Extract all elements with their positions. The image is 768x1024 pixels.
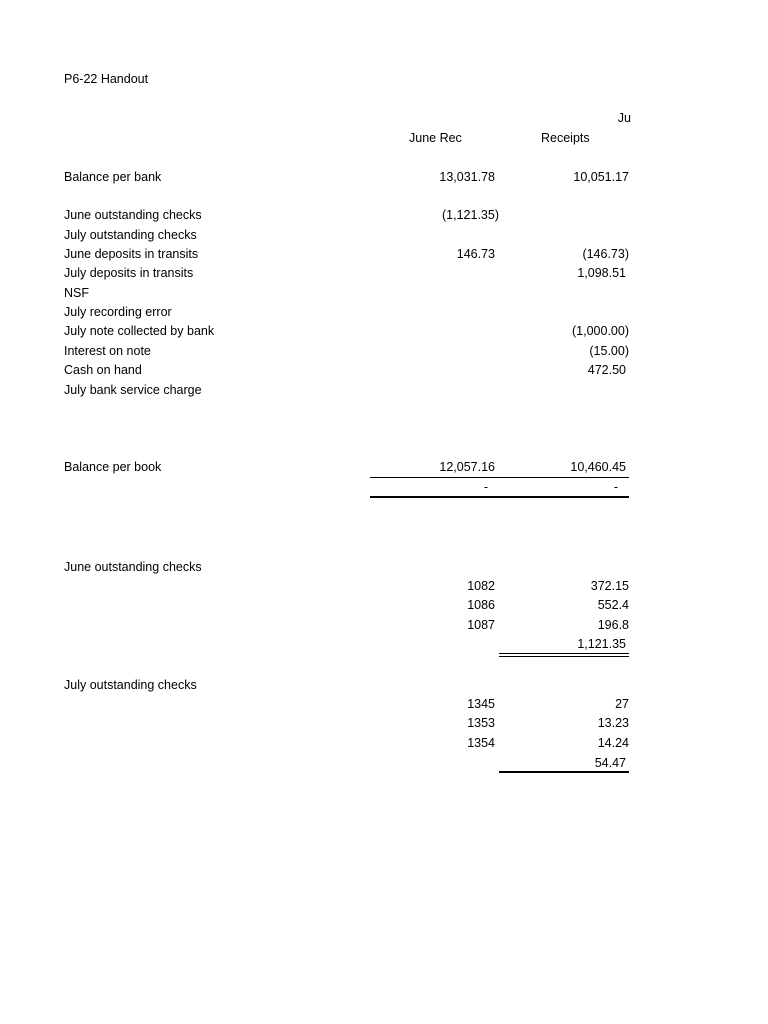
receipts-balance-per-book: 10,460.45 [570,460,626,474]
column-header-truncated: Ju [617,111,631,125]
row-label-june-outstanding-checks: June outstanding checks [64,208,202,222]
july-checks-total: 54.47 [594,756,626,770]
total-underline [499,771,629,773]
receipts-interest-value: (15.00) [589,344,629,358]
row-label-july-outstanding-checks: July outstanding checks [64,228,197,242]
page-title: P6-22 Handout [64,72,149,86]
receipts-july-note-value: (1,000.00) [572,324,629,338]
check-amount: 14.24 [597,736,629,750]
double-underline-top [499,653,629,654]
row-label-july-note-collected: July note collected by bank [64,324,215,338]
row-label-july-bank-service-charge: July bank service charge [64,383,202,397]
june-deposits-value: 146.73 [456,247,495,261]
check-number: 1354 [467,736,495,750]
row-label-interest-on-note: Interest on note [64,344,151,358]
row-label-july-recording-error: July recording error [64,305,172,319]
check-number: 1087 [467,618,495,632]
receipts-difference-value: - [613,480,618,494]
check-amount: 196.8 [597,618,629,632]
june-balance-per-bank: 13,031.78 [439,170,495,184]
check-amount: 552.4 [597,598,629,612]
receipts-balance-per-bank: 10,051.17 [573,170,629,184]
row-label-cash-on-hand: Cash on hand [64,363,142,377]
section-title-june-checks: June outstanding checks [64,560,202,574]
column-header-june-rec: June Rec [409,131,462,145]
check-number: 1345 [467,697,495,711]
check-number: 1082 [467,579,495,593]
double-underline-bottom [499,656,629,657]
subtotal-rule [370,477,629,478]
total-rule [370,496,629,498]
row-label-balance-per-bank: Balance per bank [64,170,162,184]
row-label-june-deposits: June deposits in transits [64,247,199,261]
check-amount: 13.23 [597,716,629,730]
june-balance-per-book: 12,057.16 [439,460,495,474]
june-outstanding-checks-value: (1,121.35) [442,208,499,222]
receipts-cash-on-hand-value: 472.50 [587,363,626,377]
june-difference-value: - [483,480,488,494]
column-header-receipts: Receipts [541,131,590,145]
receipts-june-deposits-value: (146.73) [582,247,629,261]
check-number: 1086 [467,598,495,612]
row-label-balance-per-book: Balance per book [64,460,162,474]
check-amount: 372.15 [590,579,629,593]
row-label-july-deposits: July deposits in transits [64,266,194,280]
june-checks-total: 1,121.35 [577,637,626,651]
row-label-nsf: NSF [64,286,89,300]
section-title-july-checks: July outstanding checks [64,678,197,692]
check-amount: 27 [615,697,629,711]
receipts-july-deposits-value: 1,098.51 [577,266,626,280]
check-number: 1353 [467,716,495,730]
